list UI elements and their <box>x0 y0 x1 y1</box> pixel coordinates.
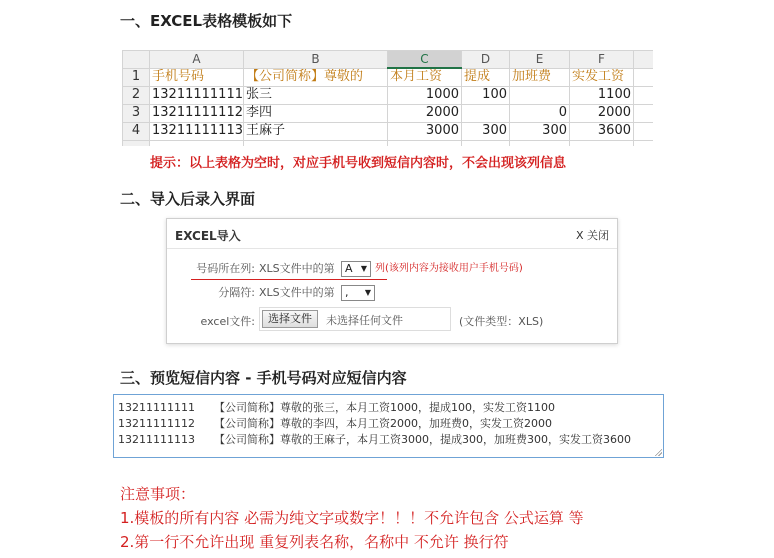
file-label: excel文件: <box>200 315 255 328</box>
cell-commission[interactable]: 100 <box>462 86 510 104</box>
column-header-blank <box>634 51 653 69</box>
table-row <box>123 68 653 86</box>
section-title-import-ui: 二、导入后录入界面 <box>120 190 256 208</box>
row-header[interactable]: 1 <box>123 68 150 86</box>
blank-cell[interactable] <box>510 140 570 146</box>
dialog-title-bar <box>167 219 617 249</box>
blank-cell[interactable] <box>388 140 462 146</box>
header-cell-phone[interactable]: 手机号码 <box>150 68 244 86</box>
section-title-excel-template: 一、EXCEL表格模板如下 <box>120 12 293 30</box>
phone-column-label: 号码所在列: <box>196 262 255 275</box>
sms-preview-textarea[interactable] <box>113 394 664 458</box>
row-header[interactable]: 3 <box>123 104 150 122</box>
blank-cell[interactable] <box>634 140 653 146</box>
column-header-f[interactable]: F <box>570 51 634 69</box>
row-header[interactable] <box>123 140 150 146</box>
cell-commission[interactable]: 300 <box>462 122 510 140</box>
dialog-close-button[interactable]: X 关闭 <box>575 229 609 242</box>
cell-name[interactable]: 王麻子 <box>244 122 388 140</box>
header-cell-greeting[interactable]: 【公司简称】尊敬的 <box>244 68 388 86</box>
cell-net-pay[interactable]: 2000 <box>570 104 634 122</box>
separator-label: 分隔符: <box>218 286 255 299</box>
row-header[interactable]: 2 <box>123 86 150 104</box>
blank-cell[interactable] <box>244 140 388 146</box>
sheet-corner[interactable] <box>123 51 150 69</box>
preview-line <box>118 400 555 415</box>
preview-line <box>118 432 631 447</box>
blank-cell[interactable] <box>634 122 653 140</box>
sheet-column-headers <box>123 51 653 69</box>
column-header-d[interactable]: D <box>462 51 510 69</box>
separator-text: XLS文件中的第 <box>259 286 335 299</box>
file-input[interactable] <box>259 307 451 331</box>
phone-column-select[interactable] <box>341 261 371 277</box>
column-header-e[interactable]: E <box>510 51 570 69</box>
file-type-hint: (文件类型：XLS) <box>459 315 544 328</box>
note-item: 1.模板的所有内容 必需为纯文字或数字！！！不允许包含 公式运算 等 <box>120 509 584 527</box>
cell-overtime[interactable]: 300 <box>510 122 570 140</box>
column-header-b[interactable]: B <box>244 51 388 69</box>
table-row-partial <box>123 140 653 146</box>
file-status: 未选择任何文件 <box>326 314 403 327</box>
phone-column-select-value: A <box>345 262 353 275</box>
header-cell-net-pay[interactable]: 实发工资 <box>570 68 634 86</box>
header-cell-overtime[interactable]: 加班费 <box>510 68 570 86</box>
preview-text: 【公司简称】尊敬的李四，本月工资2000，加班费0，实发工资2000 <box>214 417 552 430</box>
phone-column-hint: 列(该列内容为接收用户手机号码) <box>375 263 523 274</box>
cell-salary[interactable]: 2000 <box>388 104 462 122</box>
separator-select-value: , <box>345 286 349 299</box>
cell-net-pay[interactable]: 1100 <box>570 86 634 104</box>
blank-cell[interactable] <box>150 140 244 146</box>
preview-phone: 13211111112 <box>118 417 195 430</box>
excel-import-dialog <box>166 218 618 344</box>
cell-salary[interactable]: 1000 <box>388 86 462 104</box>
preview-phone: 13211111111 <box>118 401 195 414</box>
cell-phone[interactable]: 13211111111 <box>150 86 244 104</box>
column-header-a[interactable]: A <box>150 51 244 69</box>
separator-row <box>167 283 619 303</box>
column-header-c[interactable]: C <box>388 51 462 69</box>
blank-cell[interactable] <box>634 104 653 122</box>
cell-salary[interactable]: 3000 <box>388 122 462 140</box>
section-title-preview: 三、预览短信内容 - 手机号码对应短信内容 <box>120 369 407 387</box>
blank-cell[interactable] <box>634 86 653 104</box>
cell-phone[interactable]: 13211111112 <box>150 104 244 122</box>
cell-name[interactable]: 李四 <box>244 104 388 122</box>
cell-overtime[interactable]: 0 <box>510 104 570 122</box>
table-row <box>123 86 653 104</box>
blank-cell[interactable] <box>462 140 510 146</box>
phone-column-text: XLS文件中的第 <box>259 262 335 275</box>
dialog-title: EXCEL导入 <box>175 229 241 243</box>
header-cell-commission[interactable]: 提成 <box>462 68 510 86</box>
chevron-down-icon: ▼ <box>360 264 367 273</box>
header-cell-salary[interactable]: 本月工资 <box>388 68 462 86</box>
blank-cell[interactable] <box>634 68 653 86</box>
preview-text: 【公司简称】尊敬的王麻子，本月工资3000，提成300，加班费300，实发工资3600 <box>214 433 631 446</box>
excel-sheet <box>122 50 653 146</box>
preview-line <box>118 416 552 431</box>
preview-phone: 13211111113 <box>118 433 195 446</box>
phone-column-row <box>167 259 619 279</box>
cell-net-pay[interactable]: 3600 <box>570 122 634 140</box>
cell-overtime[interactable] <box>510 86 570 104</box>
cell-commission[interactable] <box>462 104 510 122</box>
cell-name[interactable]: 张三 <box>244 86 388 104</box>
separator-select[interactable] <box>341 285 375 301</box>
table-row <box>123 104 653 122</box>
table-row <box>123 122 653 140</box>
empty-cell-tip: 提示：以上表格为空时，对应手机号收到短信内容时，不会出现该列信息 <box>150 156 567 171</box>
red-underline <box>191 279 387 280</box>
choose-file-button[interactable]: 选择文件 <box>262 310 318 328</box>
cell-phone[interactable]: 13211111113 <box>150 122 244 140</box>
resize-grip-icon[interactable] <box>654 448 662 456</box>
row-header[interactable]: 4 <box>123 122 150 140</box>
notes-title: 注意事项： <box>120 485 196 503</box>
chevron-down-icon: ▼ <box>364 288 371 297</box>
blank-cell[interactable] <box>570 140 634 146</box>
preview-text: 【公司简称】尊敬的张三，本月工资1000，提成100，实发工资1100 <box>214 401 555 414</box>
note-item: 2.第一行不允许出现 重复列表名称，名称中 不允许 换行符 <box>120 533 509 551</box>
